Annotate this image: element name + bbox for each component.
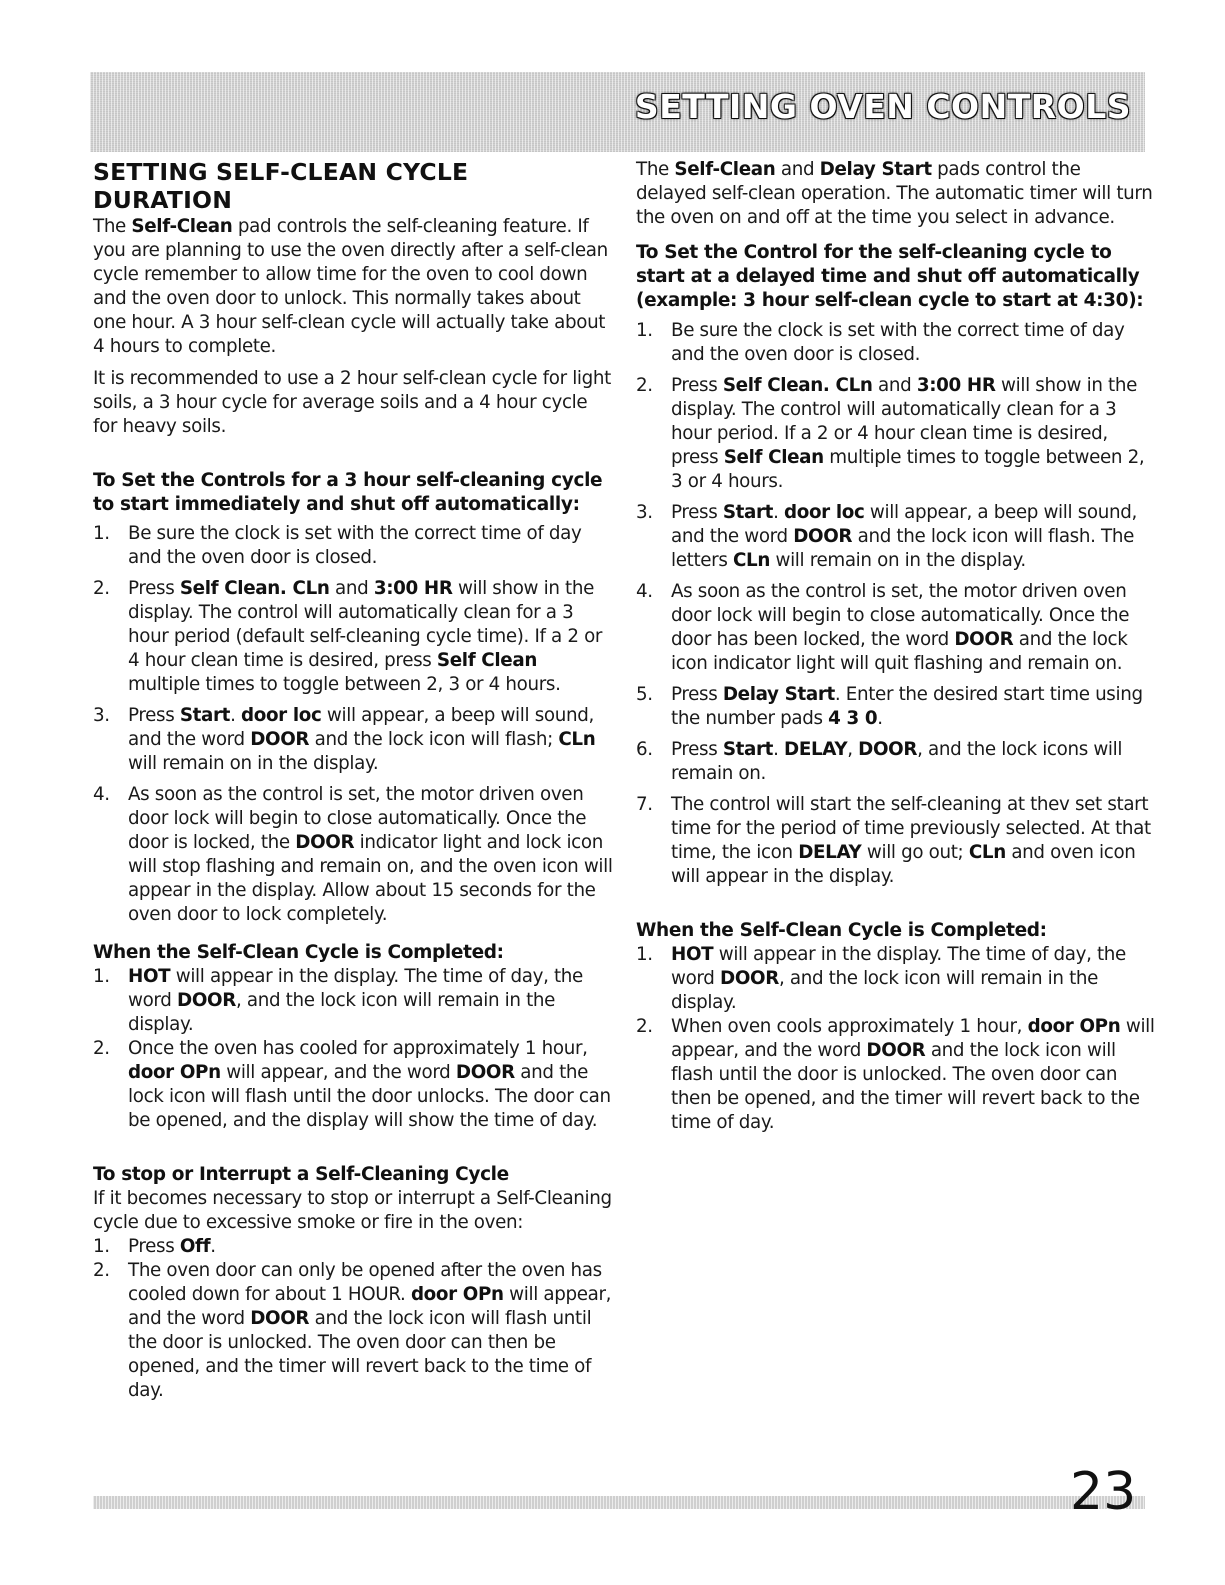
stop-intro: If it becomes necessary to stop or interrupt a Self-Cleaning cycle due to excessive smoke or fire in the oven:: [93, 1188, 612, 1233]
step-item: 4. As soon as the control is set, the motor driven oven door lock will begin to close automatically. Once the door has been locked, the word DOOR and the lock icon indicator light will quit flashing and remain on.: [636, 581, 1130, 674]
bold-term: door loc: [784, 502, 865, 523]
bold-term: door loc: [241, 705, 322, 726]
bold-term: Off: [179, 1236, 211, 1257]
bold-term: Self-Clean: [674, 159, 776, 180]
step-item: 2. When oven cools approximately 1 hour, door OPn will appear, and the word DOOR and the lock icon will flash until the door is unlocked. The oven door can then be opened, and the timer will revert back to the time of day.: [636, 1016, 1155, 1133]
bold-term: 4 3 0: [828, 708, 878, 729]
header-banner: [90, 72, 1145, 152]
bold-term: DOOR: [455, 1062, 515, 1083]
step-item: 2. Once the oven has cooled for approximately 1 hour, door OPn will appear, and the word DOOR and the lock icon will flash until the door unlocks. The door can be opened, and the display will show the time of day.: [93, 1038, 611, 1131]
left-column: [93, 158, 613, 1403]
immediate-heading: To Set the Controls for a 3 hour self-cleaning cycle to start immediately and shut off automatically:: [93, 470, 603, 515]
step-number: 2.: [93, 1260, 110, 1281]
bold-term: 3:00 HR: [373, 578, 453, 599]
bold-term: Self Clean. CLn: [722, 375, 873, 396]
step-number: 2.: [93, 1038, 110, 1059]
bold-term: Self Clean: [723, 447, 824, 468]
step-number: 2.: [93, 578, 110, 599]
right-intro: The Self-Clean and Delay Start pads control the delayed self-clean operation. The automatic timer will turn the oven on and off at the time you select in advance.: [636, 159, 1153, 228]
step-item: 5. Press Delay Start. Enter the desired start time using the number pads 4 3 0.: [636, 684, 1143, 729]
step-item: 3. Press Start. door loc will appear, a beep will sound, and the word DOOR and the lock icon will flash. The letters CLn will remain on in the display.: [636, 502, 1137, 571]
step-number: 1.: [93, 523, 110, 544]
immediate-steps: [93, 522, 613, 927]
stop-heading: To stop or Interrupt a Self-Cleaning Cycle: [93, 1164, 509, 1185]
bold-term: DOOR: [250, 729, 310, 750]
bold-term: DOOR: [793, 526, 853, 547]
bold-term: DOOR: [954, 629, 1014, 650]
intro-paragraph: The Self-Clean pad controls the self-cleaning feature. If you are planning to use the oven directly after a self-clean cycle remember to allow time for the oven to cool down and the oven door to unlock. This normally takes about one hour. A 3 hour self-clean cycle will actually take about 4 hours to complete.: [93, 216, 608, 357]
step-item: 1. HOT will appear in the display. The time of day, the word DOOR, and the lock icon will remain in the display.: [93, 966, 583, 1035]
delayed-steps: [636, 319, 1156, 889]
bold-term: Self-Clean: [131, 216, 233, 237]
step-number: 1.: [636, 944, 653, 965]
bold-term: CLn: [968, 842, 1006, 863]
completed-steps-right: [636, 943, 1156, 1135]
step-number: 2.: [636, 375, 653, 396]
step-number: 1.: [93, 1236, 110, 1257]
stop-steps: [93, 1235, 613, 1403]
step-number: 3.: [636, 502, 653, 523]
step-number: 5.: [636, 684, 653, 705]
bold-term: Start: [722, 502, 774, 523]
bold-term: DOOR: [177, 990, 236, 1011]
bold-term: Self Clean. CLn: [179, 578, 330, 599]
bold-term: Delay Start: [819, 159, 932, 180]
step-item: 1. Be sure the clock is set with the correct time of day and the oven door is closed.: [636, 320, 1125, 365]
bold-term: HOT: [671, 944, 714, 965]
step-number: 3.: [93, 705, 110, 726]
intro-paragraph: It is recommended to use a 2 hour self-clean cycle for light soils, a 3 hour cycle for average soils and a 4 hour cycle for heavy soils.: [93, 368, 611, 437]
page-title: SETTING OVEN CONTROLS: [634, 87, 1131, 126]
step-item: 1. Press Off.: [93, 1236, 216, 1257]
completed-heading: When the Self-Clean Cycle is Completed:: [93, 942, 504, 963]
bold-term: HOT: [128, 966, 171, 987]
step-item: 2. The oven door can only be opened after the oven has cooled down for about 1 HOUR. door OPn will appear, and the word DOOR and the lock icon will flash until the door is unlocked. The oven door can then be opened, and the timer will revert back to the time of day.: [93, 1260, 612, 1401]
step-item: 1. Be sure the clock is set with the correct time of day and the oven door is closed.: [93, 523, 582, 568]
bold-term: door OPn: [1027, 1016, 1121, 1037]
bold-term: CLn: [558, 729, 596, 750]
bold-term: DELAY: [784, 739, 848, 760]
bold-term: door OPn: [128, 1062, 221, 1083]
bold-term: CLn: [732, 550, 770, 571]
bold-term: door OPn: [410, 1284, 504, 1305]
right-column: [636, 158, 1156, 1135]
completed-steps: [93, 965, 613, 1133]
step-number: 4.: [93, 784, 110, 805]
bold-term: DELAY: [798, 842, 862, 863]
step-item: 6. Press Start. DELAY, DOOR, and the lock icons will remain on.: [636, 739, 1123, 784]
step-item: 4. As soon as the control is set, the motor driven oven door lock will begin to close automatically. Once the door is locked, the DOOR indicator light and lock icon will stop flashing and remain on, and the oven icon will appear in the display. Allow about 15 seconds for the oven door to lock completely.: [93, 784, 613, 925]
delayed-heading: To Set the Control for the self-cleaning cycle to start at a delayed time and shut off automatically (example: 3 hour self-clean cycle to start at 4:30):: [636, 242, 1144, 311]
bold-term: 3:00 HR: [916, 375, 996, 396]
bold-term: DOOR: [295, 832, 355, 853]
step-number: 2.: [636, 1016, 653, 1037]
page-number: 23: [1070, 1462, 1137, 1522]
bold-term: Start: [722, 739, 774, 760]
bold-term: Self Clean: [436, 650, 537, 671]
step-number: 1.: [93, 966, 110, 987]
bold-term: DOOR: [250, 1308, 310, 1329]
bold-term: DOOR: [858, 739, 918, 760]
footer-bar: [93, 1496, 1145, 1509]
step-item: 2. Press Self Clean. CLn and 3:00 HR will show in the display. The control will automatically clean for a 3 hour period. If a 2 or 4 hour clean time is desired, press Self Clean multiple times to toggle between 2, 3 or 4 hours.: [636, 375, 1145, 492]
step-number: 4.: [636, 581, 653, 602]
step-item: 7. The control will start the self-cleaning at thev set start time for the period of time previously selected. At that time, the icon DELAY will go out; CLn and oven icon will appear in the display.: [636, 794, 1151, 887]
step-number: 1.: [636, 320, 653, 341]
section-title: SETTING SELF-CLEAN CYCLE DURATION: [93, 158, 469, 214]
bold-term: Start: [179, 705, 231, 726]
bold-term: DOOR: [866, 1040, 926, 1061]
step-number: 6.: [636, 739, 653, 760]
completed-heading-right: When the Self-Clean Cycle is Completed:: [636, 920, 1047, 941]
step-item: 2. Press Self Clean. CLn and 3:00 HR will show in the display. The control will automatically clean for a 3 hour period (default self-cleaning cycle time). If a 2 or 4 hour clean time is desired, press Self Clean multiple times to toggle between 2, 3 or 4 hours.: [93, 578, 603, 695]
bold-term: DOOR: [720, 968, 779, 989]
step-item: 3. Press Start. door loc will appear, a beep will sound, and the word DOOR and the lock icon will flash; CLn will remain on in the display.: [93, 705, 596, 774]
step-number: 7.: [636, 794, 653, 815]
step-item: 1. HOT will appear in the display. The time of day, the word DOOR, and the lock icon will remain in the display.: [636, 944, 1126, 1013]
bold-term: Delay Start: [722, 684, 835, 705]
